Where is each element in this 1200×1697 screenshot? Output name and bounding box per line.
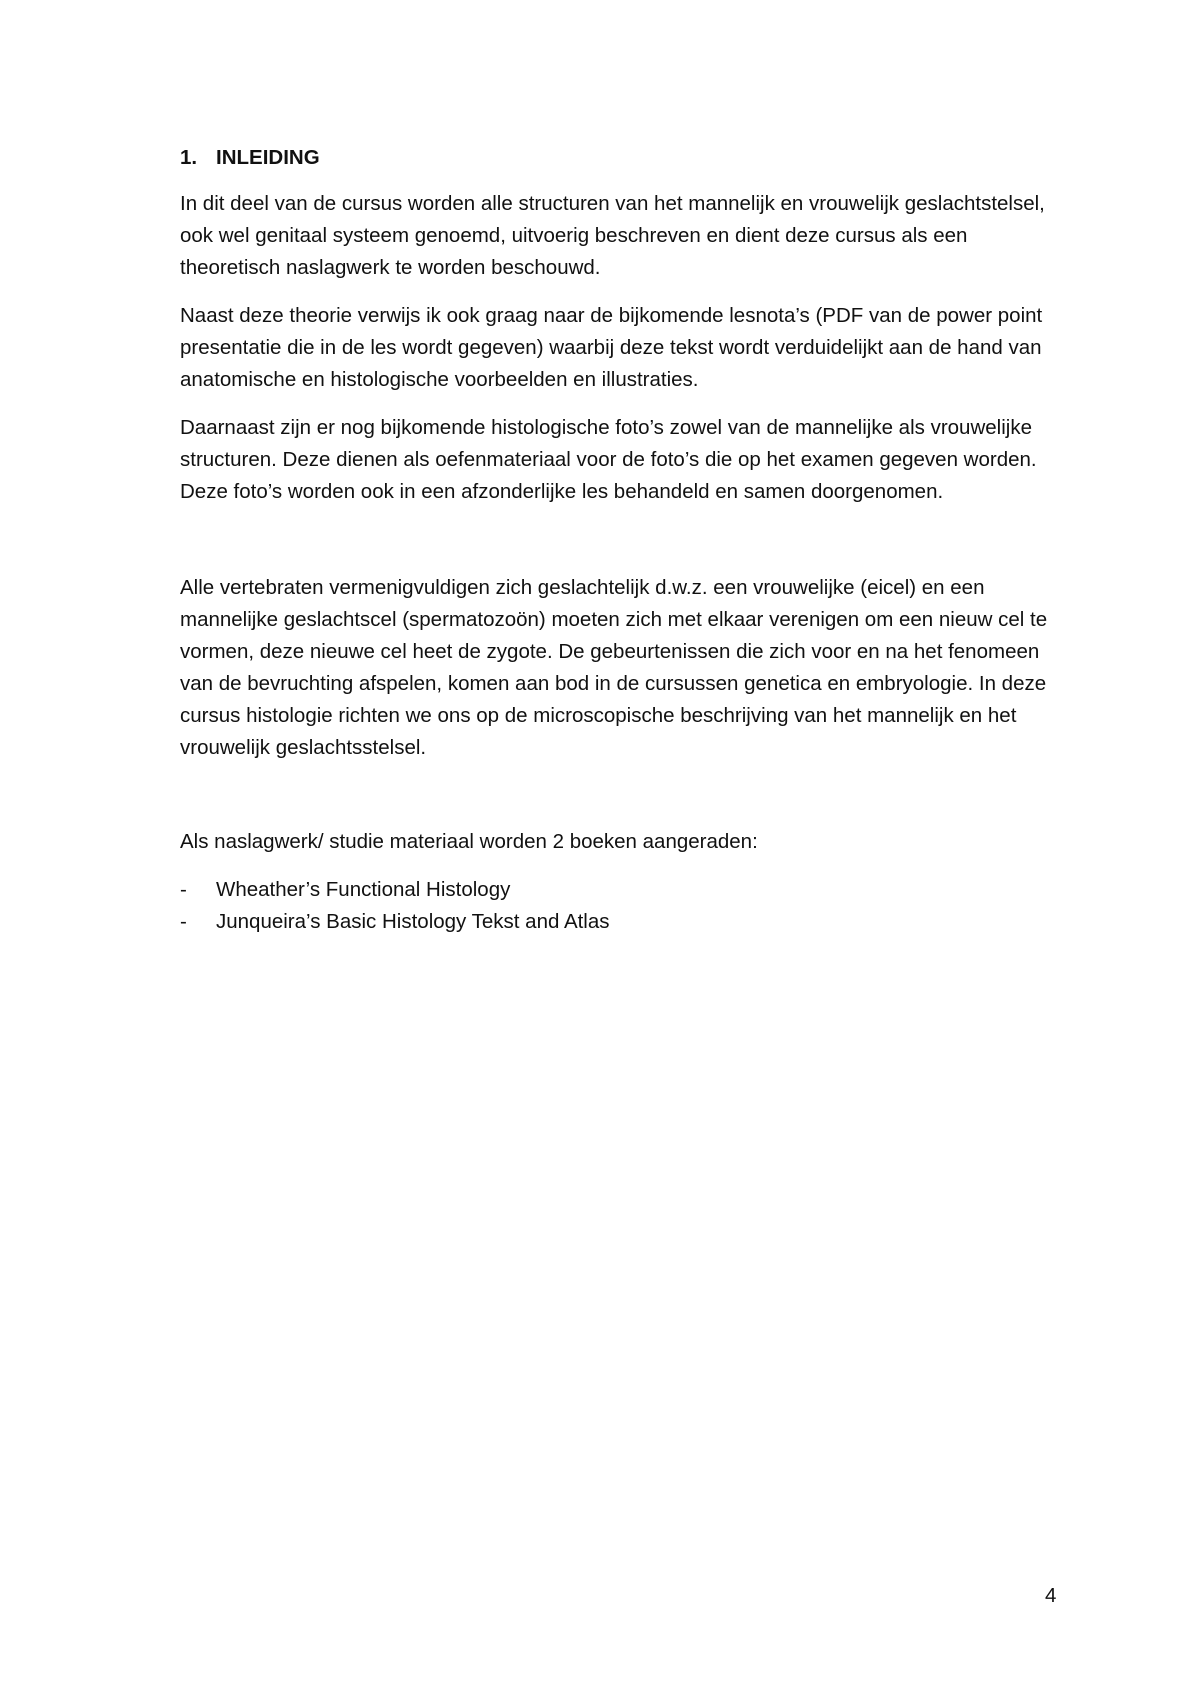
vertebrates-paragraph: Alle vertebraten vermenigvuldigen zich geslachtelijk d.w.z. een vrouwelijke (eicel) en een mannelijke geslachtscel (spermatozoön) moeten zich met elkaar verenigen om een nieuw cel te vormen, deze nieuwe cel heet de zygote. De gebeurtenissen die zich voor en na het fenomeen van de bevruchting afspelen, komen aan bod in de cursussen genetica en embryologie. In deze cursus histologie richten we ons op de microscopische beschrijving van het mannelijk en het vrouwelijk geslachtsstelsel. [180,576,1048,759]
book-list [180,874,1080,938]
section-heading [180,138,1080,178]
list-dash: - [180,910,187,933]
intro-paragraph: In dit deel van de cursus worden alle structuren van het mannelijk en vrouwelijk geslachtstelsel, ook wel genitaal systeem genoemd, uitvoerig beschreven en dient deze cursus als een theoretisch naslagwerk te worden beschouwd. [180,192,1045,279]
lesnotas-paragraph: Naast deze theorie verwijs ik ook graag naar de bijkomende lesnota’s (PDF van de power point presentatie die in de les wordt gegeven) waarbij deze tekst wordt verduidelijkt aan de hand van anatomische en histologische voorbeelden en illustraties. [180,304,1043,391]
section-number: 1. [180,146,198,169]
list-dash: - [180,878,187,901]
references-intro: Als naslagwerk/ studie materiaal worden 2 boeken aangeraden: [180,830,758,853]
list-item [180,906,1080,938]
list-item [180,874,1080,906]
page-number: 4 [1045,1584,1057,1607]
book-title: Wheather’s Functional Histology [216,878,511,901]
book-title: Junqueira’s Basic Histology Tekst and Atlas [216,910,610,933]
page-content [180,138,1080,938]
photos-paragraph: Daarnaast zijn er nog bijkomende histologische foto’s zowel van de mannelijke als vrouwelijke structuren. Deze dienen als oefenmateriaal voor de foto’s die op het examen gegeven worden. Deze foto’s worden ook in een afzonderlijke les behandeld en samen doorgenomen. [180,416,1037,503]
section-title: INLEIDING [216,146,320,169]
